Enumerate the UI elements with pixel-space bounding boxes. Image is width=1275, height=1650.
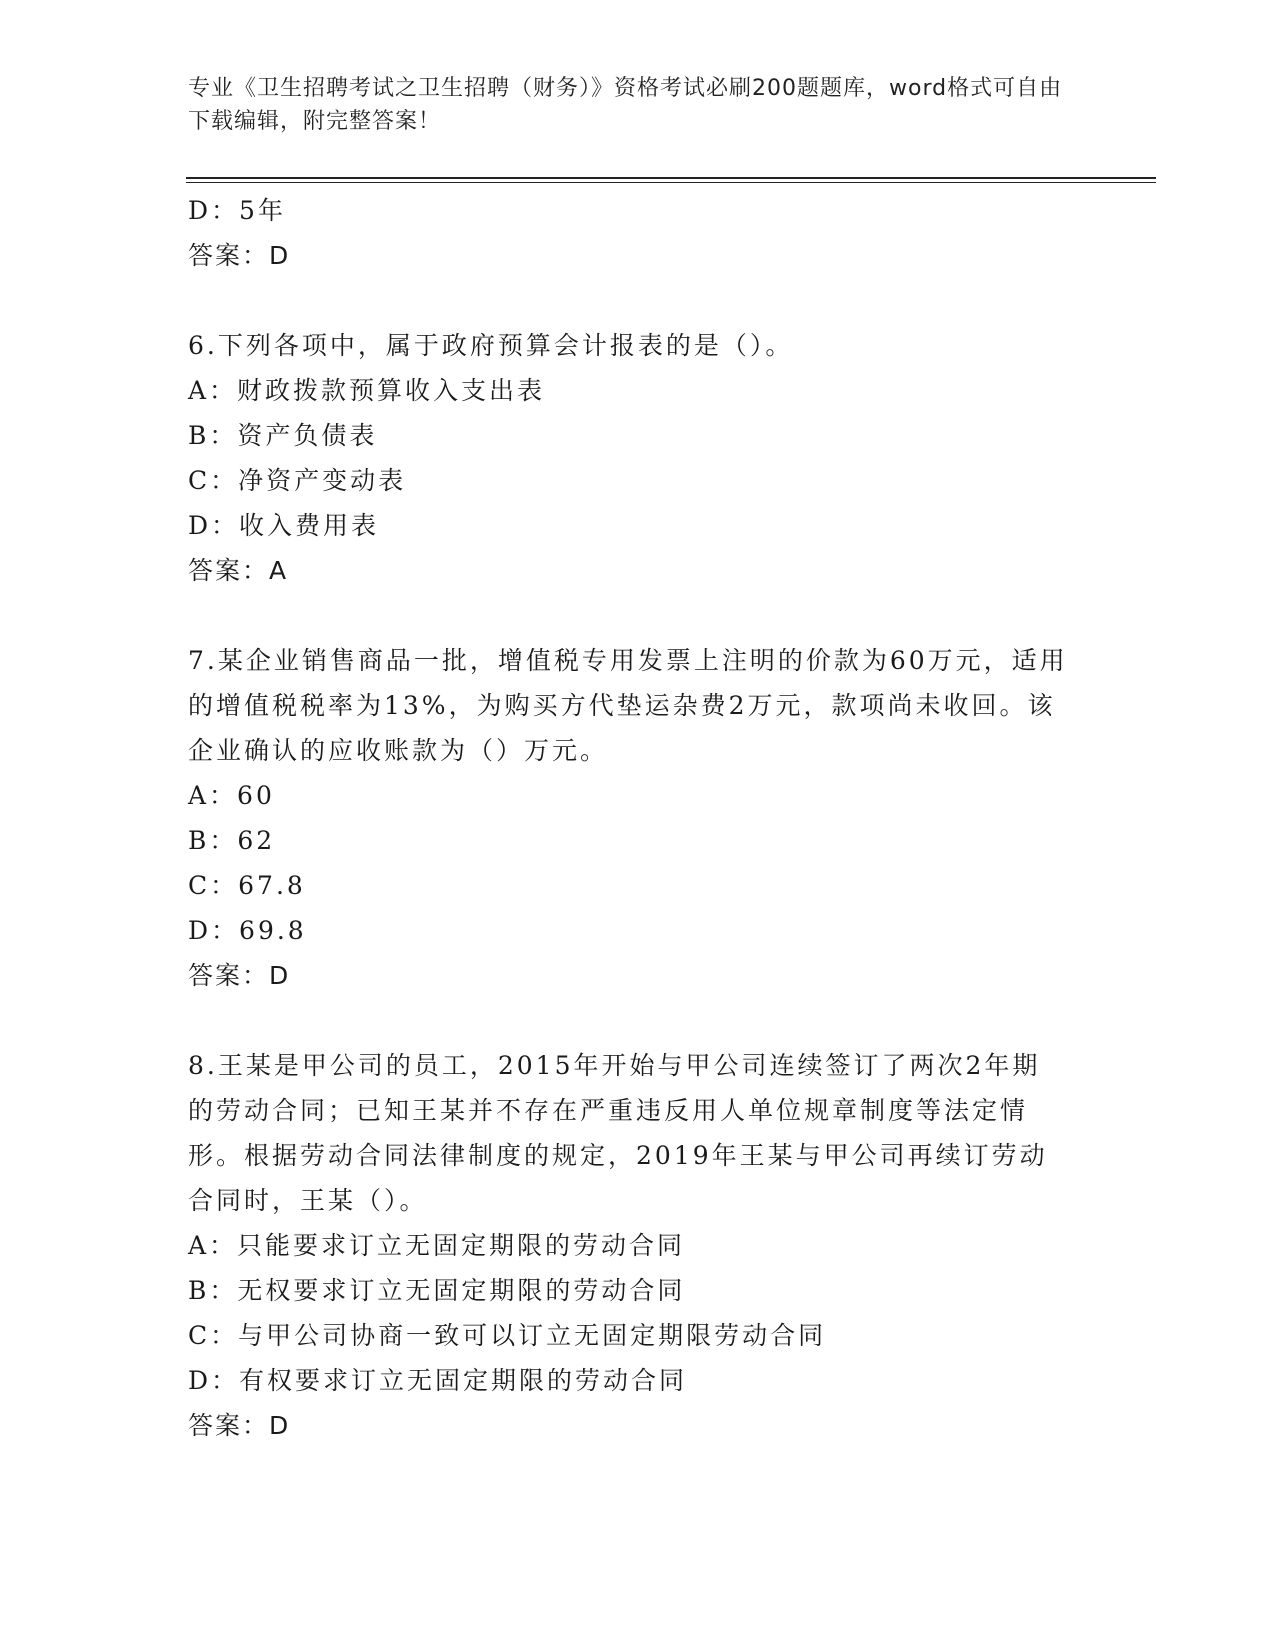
header-rule-thick bbox=[186, 177, 1156, 179]
question-6 bbox=[188, 323, 1088, 593]
option-b: B：62 bbox=[188, 826, 276, 855]
page-header: 专业《卫生招聘考试之卫生招聘（财务）》资格考试必刷200题题库，word格式可自由下载编辑，附完整答案！ bbox=[188, 76, 1063, 134]
option-d: D：69.8 bbox=[188, 916, 307, 945]
question-stem: 6.下列各项中，属于政府预算会计报表的是（）。 bbox=[188, 331, 794, 360]
option-b: B：资产负债表 bbox=[188, 421, 378, 450]
option-d: D：5年 bbox=[188, 196, 286, 225]
question-list bbox=[188, 188, 1088, 1493]
option-d: D：收入费用表 bbox=[188, 511, 380, 540]
answer-line: 答案：D bbox=[188, 1411, 291, 1440]
question-stem: 7.某企业销售商品一批，增值税专用发票上注明的价款为60万元，适用的增值税税率为13%，为购买方代垫运杂费2万元，款项尚未收回。该企业确认的应收账款为（）万元。 bbox=[188, 646, 1068, 765]
question-stem: 8.王某是甲公司的员工，2015年开始与甲公司连续签订了两次2年期的劳动合同；已知王某并不存在严重违反用人单位规章制度等法定情形。根据劳动合同法律制度的规定，2019年王某与甲公司再续订劳动合同时，王某（）。 bbox=[188, 1051, 1048, 1215]
option-c: C：与甲公司协商一致可以订立无固定期限劳动合同 bbox=[188, 1321, 827, 1350]
question-7 bbox=[188, 638, 1088, 998]
option-c: C：67.8 bbox=[188, 871, 306, 900]
header-rule-thin bbox=[186, 182, 1156, 183]
option-a: A：财政拨款预算收入支出表 bbox=[188, 376, 546, 405]
previous-question-tail bbox=[188, 188, 1088, 278]
question-8 bbox=[188, 1043, 1088, 1448]
answer-line: 答案：D bbox=[188, 241, 291, 270]
option-c: C：净资产变动表 bbox=[188, 466, 407, 495]
option-a: A：60 bbox=[188, 781, 275, 810]
answer-line: 答案：D bbox=[188, 961, 291, 990]
option-b: B：无权要求订立无固定期限的劳动合同 bbox=[188, 1276, 686, 1305]
answer-line: 答案：A bbox=[188, 556, 289, 585]
option-d: D：有权要求订立无固定期限的劳动合同 bbox=[188, 1366, 688, 1395]
option-a: A：只能要求订立无固定期限的劳动合同 bbox=[188, 1231, 686, 1260]
